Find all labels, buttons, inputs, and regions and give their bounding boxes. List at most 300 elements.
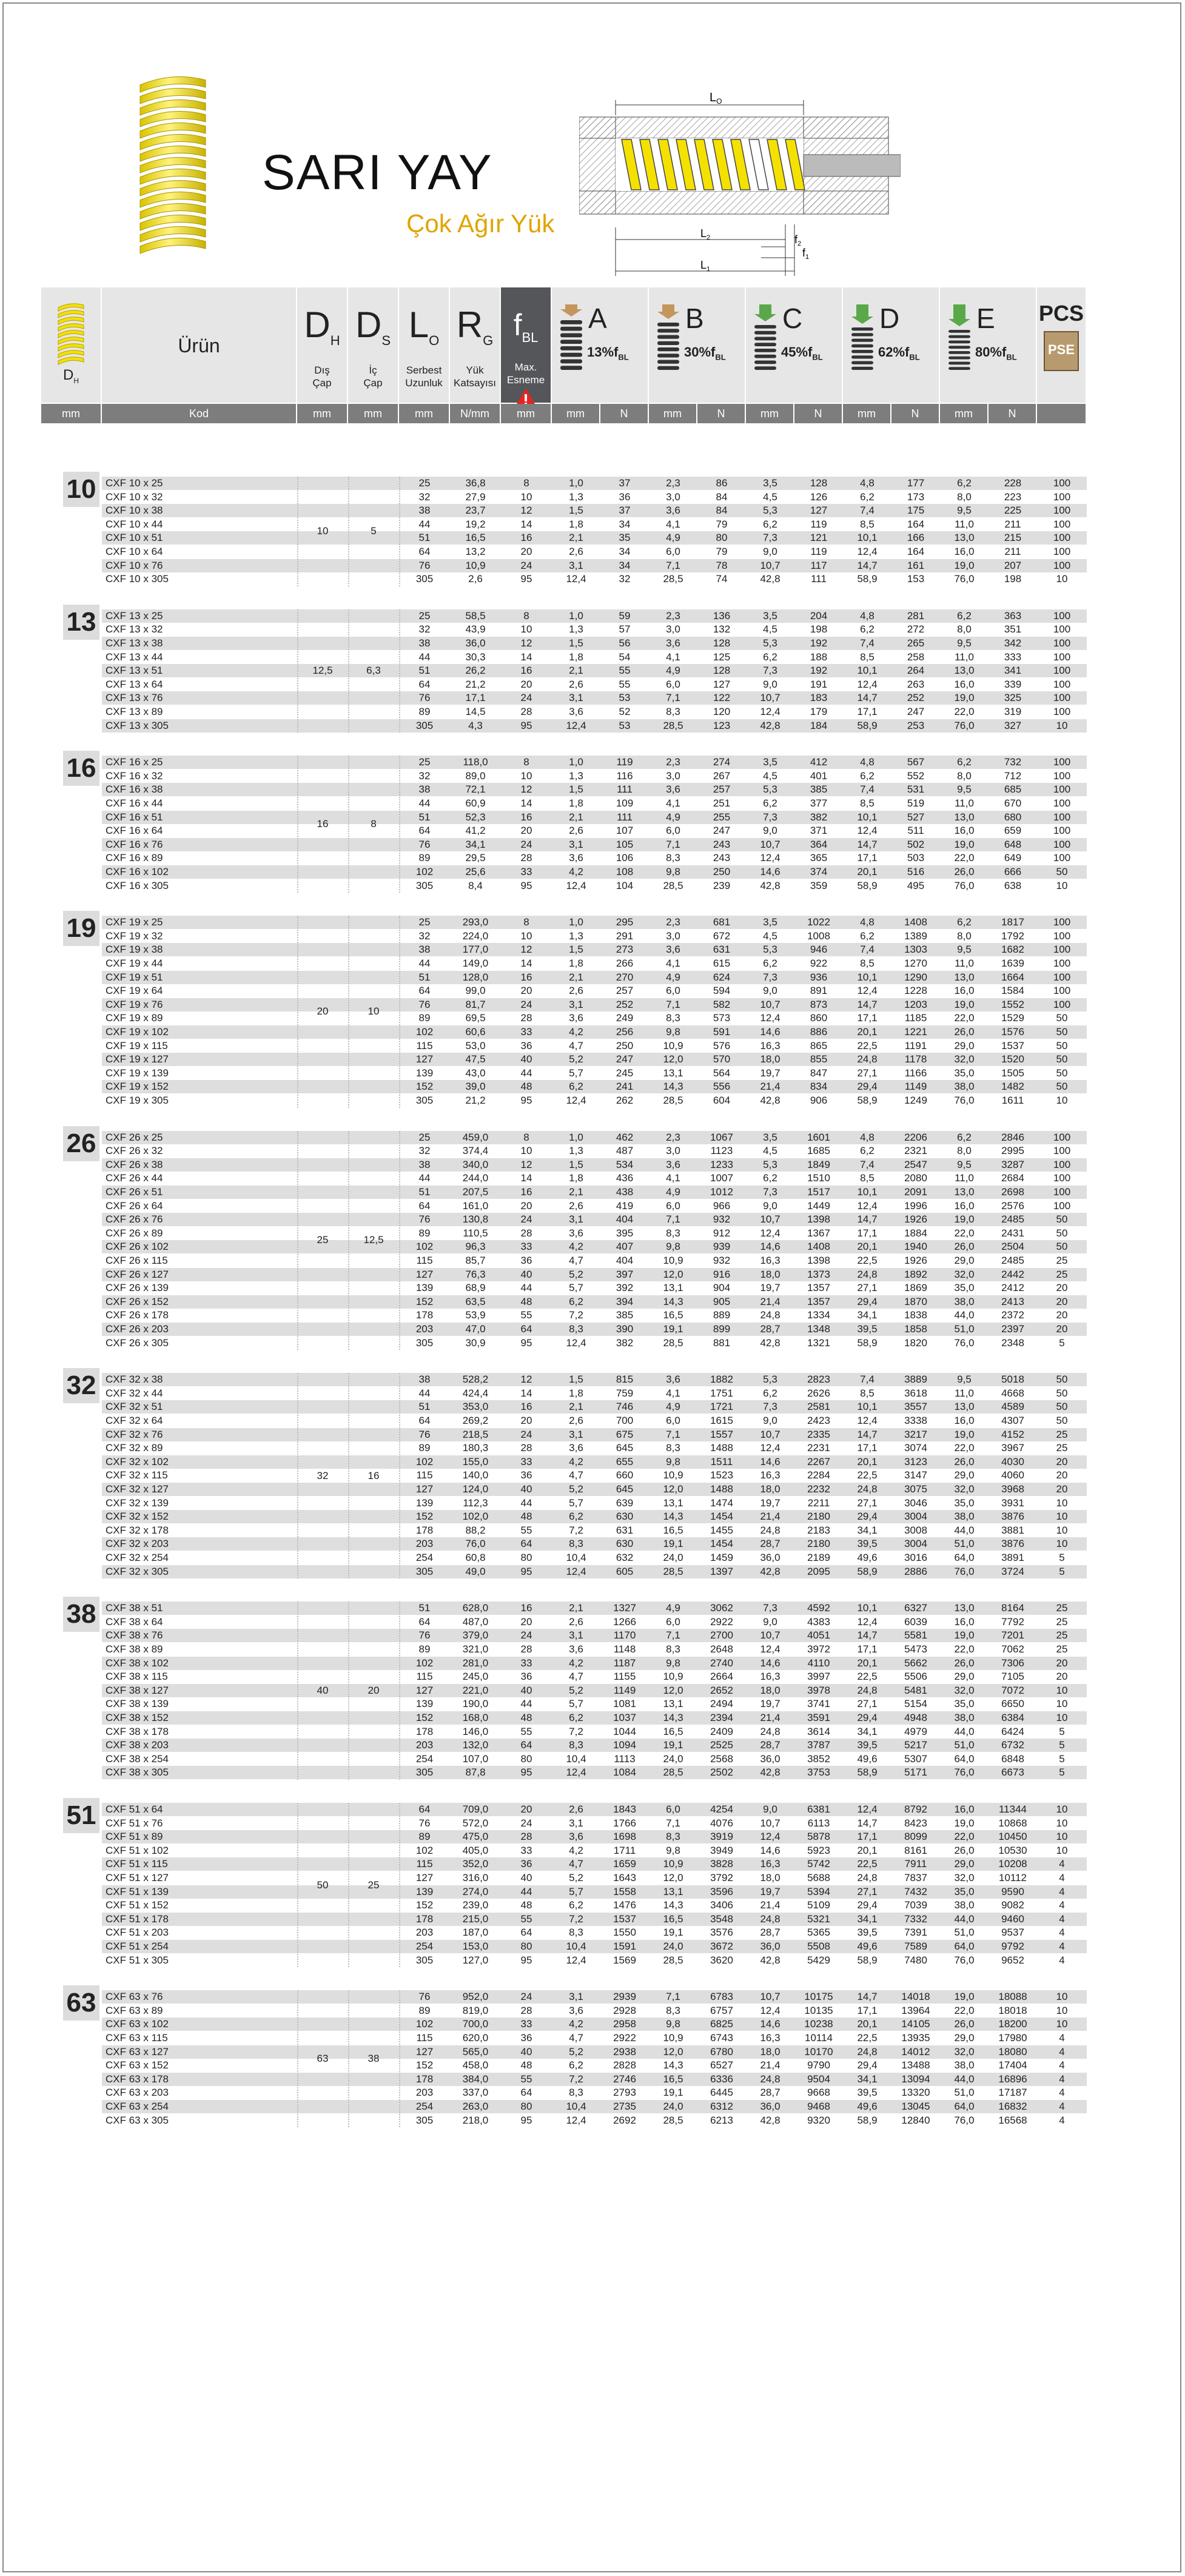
table-cell: 250 (616, 1039, 634, 1052)
table-cell: 1940 (904, 1241, 927, 1253)
table-cell: 36,0 (760, 1753, 780, 1765)
table-cell: 95 (520, 2114, 532, 2126)
dh-value: 12,5 (312, 665, 333, 677)
table-cell: 3,5 (763, 609, 777, 622)
table-cell: 3919 (710, 1831, 733, 1843)
table-row (102, 531, 1087, 545)
table-cell: 14,6 (760, 1241, 780, 1253)
spring-group-51 (41, 1800, 1087, 1967)
table-row (102, 1684, 1087, 1697)
table-cell: 19,0 (954, 838, 975, 850)
table-cell: 21,4 (760, 2059, 780, 2071)
table-cell: 4 (1059, 1885, 1065, 1897)
table-cell: 3,1 (569, 1213, 583, 1226)
table-cell: 22,5 (857, 1039, 878, 1052)
table-row (102, 1240, 1087, 1253)
product-code: CXF 13 x 76 (106, 692, 163, 704)
table-cell: 24 (520, 1991, 532, 2003)
table-cell: 38 (418, 944, 431, 956)
table-cell: 100 (1053, 985, 1071, 997)
product-code: CXF 26 x 25 (106, 1131, 163, 1143)
table-cell: 53,0 (465, 1039, 486, 1052)
table-row (102, 1213, 1087, 1226)
table-row (102, 518, 1087, 531)
product-code: CXF 32 x 44 (106, 1387, 163, 1399)
table-row (102, 943, 1087, 956)
table-cell: 1892 (904, 1268, 927, 1280)
table-cell: 211 (1004, 546, 1021, 557)
table-cell: 44 (418, 957, 431, 969)
column-separator (399, 477, 400, 586)
table-cell: 1170 (613, 1629, 636, 1642)
table-cell: 5878 (807, 1831, 830, 1843)
table-cell: 48 (520, 1711, 532, 1723)
column-separator (399, 1990, 400, 2127)
table-cell: 6,2 (957, 756, 972, 768)
table-cell: 2828 (613, 2059, 636, 2071)
table-cell: 10,4 (566, 1753, 586, 1765)
table-row (102, 756, 1087, 769)
table-cell: 404 (616, 1213, 634, 1226)
table-cell: 932 (713, 1213, 731, 1226)
table-cell: 6,2 (569, 1899, 583, 1911)
table-cell: 916 (713, 1268, 731, 1280)
table-cell: 80 (520, 1551, 532, 1563)
product-code: CXF 51 x 152 (106, 1899, 169, 1911)
table-cell: 6,0 (666, 546, 680, 557)
table-cell: 100 (1053, 609, 1071, 622)
table-cell: 16,0 (954, 1414, 975, 1426)
table-cell: 556 (713, 1081, 731, 1093)
table-cell: 2,6 (569, 1414, 583, 1426)
table-cell: 2568 (710, 1753, 733, 1765)
table-cell: 10 (520, 930, 532, 942)
table-cell: 2576 (1001, 1199, 1024, 1212)
table-cell: 127,0 (462, 1954, 489, 1966)
table-cell: 2,3 (666, 916, 680, 928)
table-cell: 2485 (1001, 1213, 1024, 1226)
table-row (102, 1857, 1087, 1871)
l2-label: L (700, 227, 707, 240)
table-cell: 2,6 (569, 1615, 583, 1628)
table-cell: 2,6 (468, 573, 483, 585)
table-cell: 20 (1056, 1295, 1068, 1307)
table-cell: 2211 (807, 1497, 830, 1509)
table-cell: 7201 (1001, 1629, 1024, 1642)
table-cell: 1664 (1001, 971, 1024, 983)
header-load-e: E $80\%f_{BL}$ (940, 287, 1037, 403)
table-cell: 3972 (807, 1643, 830, 1655)
table-cell: 11,0 (955, 957, 974, 969)
table-cell: 4,1 (666, 957, 680, 969)
table-cell: 438 (616, 1186, 634, 1198)
table-cell: 3046 (904, 1497, 927, 1509)
table-cell: 17,1 (857, 705, 878, 717)
table-cell: 44 (418, 518, 431, 530)
table-cell: 100 (1053, 637, 1071, 649)
product-code: CXF 32 x 115 (106, 1469, 168, 1481)
table-cell: 385 (810, 783, 828, 796)
table-cell: 7,1 (666, 838, 680, 850)
table-cell: 534 (616, 1158, 634, 1170)
table-cell: 16 (520, 1401, 532, 1413)
table-row (102, 664, 1087, 677)
table-cell: 40 (520, 1684, 532, 1696)
table-cell: 1615 (710, 1414, 733, 1426)
table-cell: 14,3 (663, 1511, 683, 1523)
table-cell: 16,3 (760, 1671, 780, 1683)
table-cell: 281,0 (462, 1657, 489, 1669)
product-code: CXF 51 x 203 (106, 1927, 169, 1939)
table-cell: 5018 (1001, 1374, 1024, 1386)
table-cell: 2284 (807, 1469, 830, 1481)
table-cell: 9,0 (763, 546, 777, 557)
table-cell: 3,5 (763, 477, 777, 489)
table-cell: 245 (616, 1067, 634, 1079)
table-cell: 16,3 (760, 1858, 780, 1870)
table-cell: 3217 (904, 1428, 927, 1440)
table-cell: 6,2 (957, 916, 972, 928)
table-cell: 14,6 (760, 865, 780, 877)
table-cell: 9,8 (666, 1241, 680, 1253)
table-cell: 6757 (710, 2004, 733, 2016)
table-cell: 3074 (904, 1442, 927, 1454)
table-cell: 8,3 (569, 1739, 583, 1751)
table-cell: 89 (418, 1831, 431, 1843)
table-cell: 55 (520, 2073, 532, 2085)
table-cell: 37 (619, 477, 631, 489)
table-row (102, 1551, 1087, 1565)
table-cell: 28,5 (663, 2114, 683, 2126)
table-cell: 1488 (710, 1442, 733, 1454)
table-row (102, 637, 1087, 650)
table-cell: 26,0 (954, 1241, 975, 1253)
table-cell: 5,7 (569, 1885, 583, 1897)
table-cell: 17980 (998, 2031, 1027, 2044)
table-cell: 1,5 (569, 505, 583, 517)
table-cell: 252 (616, 998, 634, 1010)
table-cell: 24,8 (760, 1725, 780, 1737)
table-cell: 19,1 (663, 1538, 683, 1550)
table-cell: 1576 (1001, 1025, 1024, 1038)
table-cell: 8,3 (666, 1643, 680, 1655)
table-cell: 3287 (1001, 1158, 1024, 1170)
table-cell: 50 (1056, 1387, 1068, 1399)
table-cell: 28 (520, 1227, 532, 1239)
table-cell: 10 (1056, 1511, 1068, 1523)
table-cell: 24 (520, 998, 532, 1010)
table-cell: 16832 (998, 2100, 1027, 2112)
table-cell: 116 (616, 770, 633, 782)
table-cell: 38,0 (954, 2059, 975, 2071)
table-cell: 10450 (998, 1831, 1027, 1843)
table-cell: 1155 (613, 1671, 636, 1683)
product-code: CXF 32 x 38 (106, 1374, 163, 1386)
table-row (102, 1144, 1087, 1158)
table-cell: 19,1 (663, 1739, 683, 1751)
table-cell: 76,0 (954, 1565, 975, 1577)
table-cell: 1792 (1001, 930, 1024, 942)
table-cell: 265 (907, 637, 925, 649)
table-row (102, 1565, 1087, 1578)
table-cell: 18,0 (760, 1053, 780, 1065)
table-cell: 16 (520, 1602, 532, 1614)
table-cell: 7,1 (666, 1428, 680, 1440)
table-cell: 6,2 (763, 1172, 777, 1184)
table-cell: 511 (907, 825, 924, 837)
table-cell: 47,5 (465, 1053, 486, 1065)
table-cell: 7,3 (763, 1602, 777, 1614)
table-cell: 1290 (904, 971, 927, 983)
table-cell: 337,0 (462, 2087, 489, 2099)
table-cell: 4589 (1001, 1401, 1024, 1413)
table-cell: 594 (713, 985, 731, 997)
table-cell: 58,9 (857, 1565, 878, 1577)
column-separator (348, 1602, 349, 1780)
table-cell: 64 (520, 1538, 532, 1550)
product-code: CXF 13 x 51 (106, 665, 163, 677)
table-cell: 3876 (1001, 1511, 1024, 1523)
table-cell: 203 (415, 1538, 434, 1550)
table-cell: 865 (810, 1039, 828, 1052)
table-cell: 712 (1004, 770, 1022, 782)
header-photo-cell: $D_H$ (41, 287, 102, 403)
table-cell: 127 (415, 1483, 434, 1495)
table-cell: 9,0 (763, 1803, 777, 1815)
column-separator (297, 1990, 298, 2127)
unit-cell: mm (501, 404, 552, 423)
table-cell: 8 (523, 916, 529, 928)
product-code: CXF 38 x 51 (106, 1602, 163, 1614)
table-cell: 4,2 (569, 1241, 583, 1253)
table-cell: 9,5 (957, 783, 972, 796)
table-cell: 8,0 (957, 623, 972, 636)
table-cell: 29,0 (954, 1671, 975, 1683)
table-cell: 20 (1056, 1455, 1068, 1467)
table-cell: 3672 (710, 1940, 733, 1952)
table-cell: 80 (520, 2100, 532, 2112)
table-cell: 3997 (807, 1671, 830, 1683)
table-cell: 198 (810, 623, 828, 636)
table-cell: 709,0 (462, 1803, 489, 1815)
table-cell: 119 (810, 546, 827, 557)
table-cell: 10,9 (663, 1254, 683, 1266)
table-row (102, 1199, 1087, 1213)
table-cell: 10 (1056, 1844, 1068, 1856)
product-code: CXF 38 x 305 (106, 1766, 169, 1779)
table-cell: 9,5 (957, 944, 972, 956)
table-cell: 146,0 (462, 1725, 489, 1737)
table-row (102, 1497, 1087, 1510)
table-cell: 1,0 (569, 477, 583, 489)
table-cell: 9,0 (763, 1414, 777, 1426)
table-cell: 2397 (1001, 1323, 1024, 1335)
table-cell: 228 (1004, 477, 1022, 489)
product-code: CXF 26 x 89 (106, 1227, 163, 1239)
table-cell: 576 (713, 1039, 731, 1052)
header-rg: $R_G$ Yük Katsayısı (450, 287, 501, 403)
table-cell: 58,5 (465, 609, 486, 622)
table-cell: 565,0 (462, 2045, 489, 2058)
table-cell: 1523 (710, 1469, 733, 1481)
table-cell: 51 (418, 1186, 431, 1198)
table-cell: 100 (1053, 665, 1071, 677)
table-cell: 3004 (904, 1511, 927, 1523)
compression-a-icon (558, 304, 585, 383)
table-cell: 100 (1053, 651, 1071, 663)
table-cell: 19,1 (663, 2087, 683, 2099)
table-cell: 10170 (804, 2045, 833, 2058)
table-row (102, 971, 1087, 984)
table-cell: 89 (418, 1012, 431, 1024)
table-cell: 666 (1004, 865, 1022, 877)
table-cell: 638 (1004, 879, 1022, 891)
table-cell: 100 (1053, 916, 1071, 928)
table-cell: 29,4 (857, 2059, 878, 2071)
table-cell: 487,0 (462, 1615, 489, 1628)
table-cell: 10 (1056, 1524, 1068, 1536)
table-cell: 8164 (1001, 1602, 1024, 1614)
table-cell: 19,0 (954, 998, 975, 1010)
column-separator (297, 609, 298, 733)
table-cell: 305 (415, 1766, 434, 1779)
table-cell: 9537 (1001, 1927, 1024, 1939)
table-cell: 6527 (710, 2059, 733, 2071)
table-cell: 419 (616, 1199, 634, 1212)
table-cell: 10 (1056, 1817, 1068, 1829)
table-cell: 25,6 (465, 865, 486, 877)
table-cell: 7,3 (763, 1186, 777, 1198)
table-cell: 25 (1056, 1602, 1068, 1614)
table-cell: 1266 (613, 1615, 636, 1628)
table-cell: 4592 (807, 1602, 830, 1614)
table-cell: 14,3 (663, 1081, 683, 1093)
table-cell: 33 (520, 1657, 532, 1669)
table-cell: 632 (616, 1551, 634, 1563)
table-cell: 7,4 (860, 505, 874, 517)
table-row (102, 1227, 1087, 1240)
table-cell: 1148 (613, 1643, 636, 1655)
table-cell: 5688 (807, 1872, 830, 1883)
table-cell: 111 (811, 573, 827, 585)
table-cell: 2372 (1001, 1309, 1024, 1321)
table-cell: 424,4 (462, 1387, 489, 1399)
table-cell: 44 (418, 797, 431, 809)
table-cell: 13,0 (954, 1401, 975, 1413)
table-row (102, 1954, 1087, 1967)
table-cell: 374 (810, 865, 828, 877)
table-cell: 6,0 (666, 1414, 680, 1426)
table-cell: 5581 (904, 1629, 927, 1642)
table-cell: 24 (520, 692, 532, 704)
table-cell: 1510 (807, 1172, 830, 1184)
table-cell: 475,0 (462, 1831, 489, 1843)
table-cell: 4,2 (569, 2018, 583, 2030)
table-cell: 24,0 (663, 1940, 683, 1952)
table-cell: 38,0 (954, 1899, 975, 1911)
table-cell: 5 (1059, 1337, 1065, 1349)
table-cell: 7,2 (569, 2073, 583, 2085)
table-row (102, 705, 1087, 719)
table-cell: 21,4 (760, 1081, 780, 1093)
table-cell: 10,9 (663, 2031, 683, 2044)
table-cell: 604 (713, 1094, 731, 1106)
table-cell: 32,0 (954, 1268, 975, 1280)
table-cell: 19,1 (663, 1927, 683, 1939)
table-cell: 58,9 (857, 1337, 878, 1349)
unit-cell (1037, 404, 1087, 423)
table-cell: 127 (415, 1684, 434, 1696)
table-cell: 4,9 (666, 811, 680, 823)
table-cell: 1233 (710, 1158, 733, 1170)
table-cell: 4 (1059, 2059, 1065, 2071)
table-cell: 6312 (710, 2100, 733, 2112)
table-cell: 5662 (904, 1657, 927, 1669)
table-cell: 1397 (710, 1565, 733, 1577)
product-code: CXF 63 x 76 (106, 1991, 163, 2003)
table-cell: 4 (1059, 1954, 1065, 1966)
table-cell: 519 (907, 797, 925, 809)
table-cell: 6825 (710, 2018, 733, 2030)
spring-group-38 (41, 1599, 1087, 1780)
table-cell: 3016 (904, 1551, 927, 1563)
l1-label: L (700, 259, 707, 271)
table-cell: 7062 (1001, 1643, 1024, 1655)
table-cell: 11,0 (955, 797, 974, 809)
table-cell: 76,3 (465, 1268, 486, 1280)
table-cell: 6783 (710, 1991, 733, 2003)
table-row (102, 1309, 1087, 1322)
product-code: CXF 26 x 32 (106, 1145, 163, 1157)
table-cell: 5,7 (569, 1698, 583, 1710)
table-cell: 3591 (807, 1711, 830, 1723)
table-cell: 2,1 (569, 971, 583, 983)
table-cell: 2394 (710, 1711, 733, 1723)
table-cell: 681 (713, 916, 731, 928)
table-cell: 3,0 (666, 770, 680, 782)
table-cell: 17404 (998, 2059, 1027, 2071)
table-cell: 6,2 (569, 1295, 583, 1307)
table-cell: 3978 (807, 1684, 830, 1696)
table-cell: 966 (713, 1199, 731, 1212)
table-cell: 255 (713, 811, 731, 823)
table-cell: 377 (810, 797, 828, 809)
table-cell: 106 (616, 852, 634, 864)
table-cell: 10,7 (760, 1991, 780, 2003)
table-cell: 4,8 (860, 1131, 874, 1143)
table-cell: 1601 (807, 1131, 830, 1143)
table-cell: 20 (1056, 1309, 1068, 1321)
table-cell: 24,8 (760, 1524, 780, 1536)
table-cell: 9,8 (666, 1657, 680, 1669)
table-cell: 645 (616, 1483, 634, 1495)
table-cell: 9,0 (763, 1199, 777, 1212)
table-cell: 108 (616, 865, 634, 877)
table-cell: 3,0 (666, 623, 680, 636)
table-cell: 495 (907, 879, 925, 891)
product-code: CXF 63 x 254 (106, 2100, 169, 2112)
group-size-label: 10 (63, 472, 99, 507)
table-cell: 1,8 (569, 957, 583, 969)
table-cell: 10135 (804, 2004, 833, 2016)
table-cell: 27,1 (857, 1067, 878, 1079)
table-row (102, 1817, 1087, 1830)
table-cell: 76 (418, 1817, 431, 1829)
table-cell: 76 (418, 1428, 431, 1440)
table-row (102, 2114, 1087, 2127)
table-cell: 76,0 (954, 1094, 975, 1106)
table-cell: 39,5 (857, 1323, 878, 1335)
